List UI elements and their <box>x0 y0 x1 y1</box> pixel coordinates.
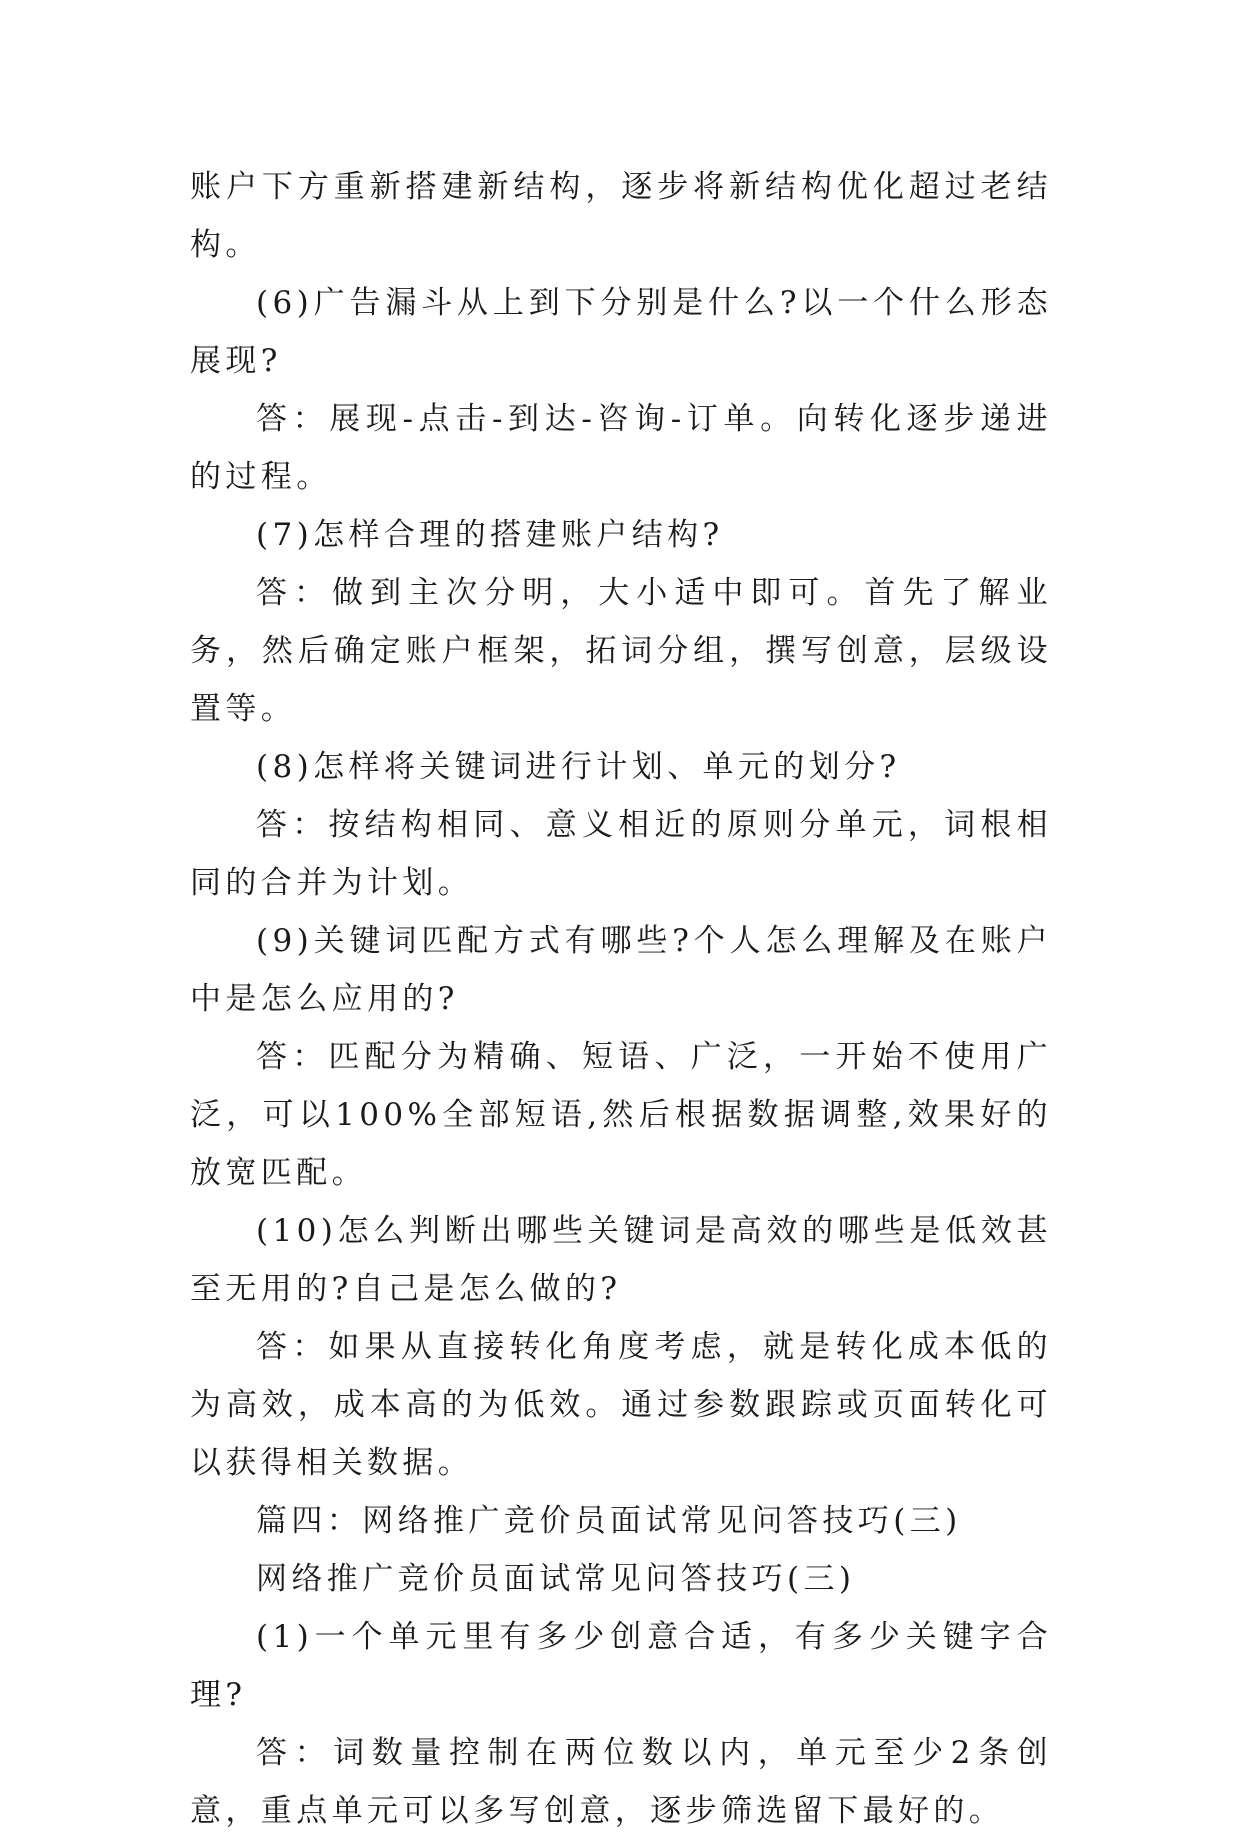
paragraph: 答：按结构相同、意义相近的原则分单元，词根相同的合并为计划。 <box>190 807 1052 901</box>
document-body <box>190 158 1052 1840</box>
paragraph: (6)广告漏斗从上到下分别是什么?以一个什么形态展现? <box>190 285 1052 379</box>
section-heading: 篇四：网络推广竞价员面试常见问答技巧(三) <box>256 1503 962 1539</box>
paragraph: 答：匹配分为精确、短语、广泛，一开始不使用广泛，可以100%全部短语,然后根据数据调整,效果好的放宽匹配。 <box>190 1039 1052 1191</box>
paragraph: 答：做到主次分明，大小适中即可。首先了解业务，然后确定账户框架，拓词分组，撰写创意，层级设置等。 <box>190 575 1052 727</box>
paragraph: (10)怎么判断出哪些关键词是高效的哪些是低效甚至无用的?自己是怎么做的? <box>190 1213 1052 1307</box>
paragraph: 账户下方重新搭建新结构，逐步将新结构优化超过老结构。 <box>190 169 1052 263</box>
paragraph: (7)怎样合理的搭建账户结构? <box>256 517 724 553</box>
paragraph: (8)怎样将关键词进行计划、单元的划分? <box>256 749 901 785</box>
paragraph: (1)一个单元里有多少创意合适，有多少关键字合理? <box>190 1619 1052 1713</box>
paragraph: 答：如果从直接转化角度考虑，就是转化成本低的为高效，成本高的为低效。通过参数跟踪或页面转化可以获得相关数据。 <box>190 1329 1052 1481</box>
section-subtitle: 网络推广竞价员面试常见问答技巧(三) <box>256 1561 856 1597</box>
paragraph: (9)关键词匹配方式有哪些?个人怎么理解及在账户中是怎么应用的? <box>190 923 1052 1017</box>
paragraph: 答：词数量控制在两位数以内，单元至少2条创意，重点单元可以多写创意，逐步筛选留下最好的。 <box>190 1735 1052 1829</box>
paragraph: 答：展现-点击-到达-咨询-订单。向转化逐步递进的过程。 <box>190 401 1052 495</box>
